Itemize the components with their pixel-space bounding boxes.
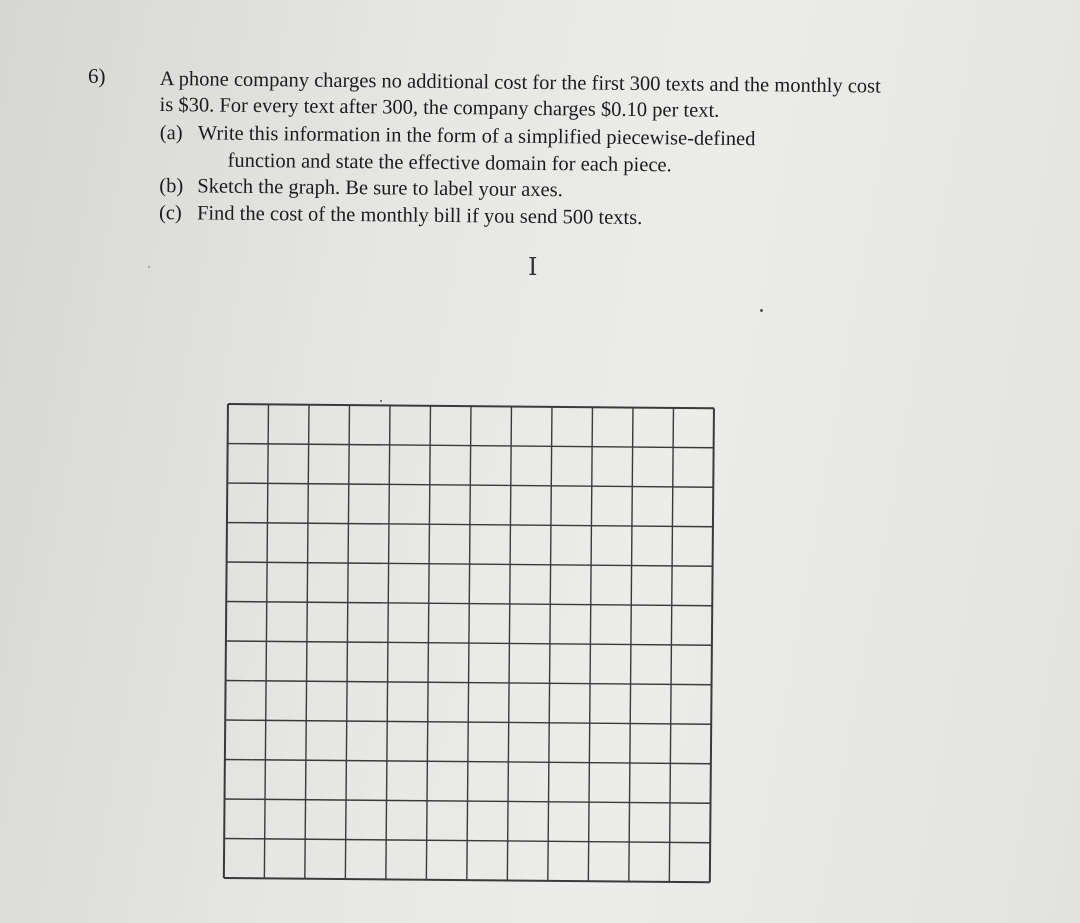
part-a-continuation: function and state the effective domain for each piece.: [227, 149, 672, 176]
graph-grid[interactable]: [222, 402, 716, 884]
paper-speck: [380, 400, 382, 402]
question-number: 6): [88, 64, 106, 88]
part-c-label: (c): [158, 201, 182, 224]
question-parts: [159, 120, 756, 232]
part-c: [159, 199, 755, 232]
stem-line-1: A phone company charges no additional cost for the first 300 texts and the monthly cost: [159, 67, 881, 98]
part-c-text: Find the cost of the monthly bill if you send 500 texts.: [196, 201, 643, 229]
paper-speck: [760, 309, 763, 312]
paper-speck: [148, 266, 150, 268]
stem-line-2: is $30. For every text after 300, the company charges $0.10 per text.: [159, 93, 720, 122]
part-a: [159, 120, 755, 179]
part-a-text: Write this information in the form of a simplified piecewise-defined: [197, 122, 756, 151]
part-b-label: (b): [159, 174, 184, 198]
graph-grid-svg[interactable]: [222, 402, 716, 884]
part-a-label: (a): [159, 121, 183, 145]
part-b-text: Sketch the graph. Be sure to label your axes.: [197, 175, 563, 202]
question-stem: [159, 66, 979, 127]
text-cursor-icon: I: [528, 253, 538, 281]
